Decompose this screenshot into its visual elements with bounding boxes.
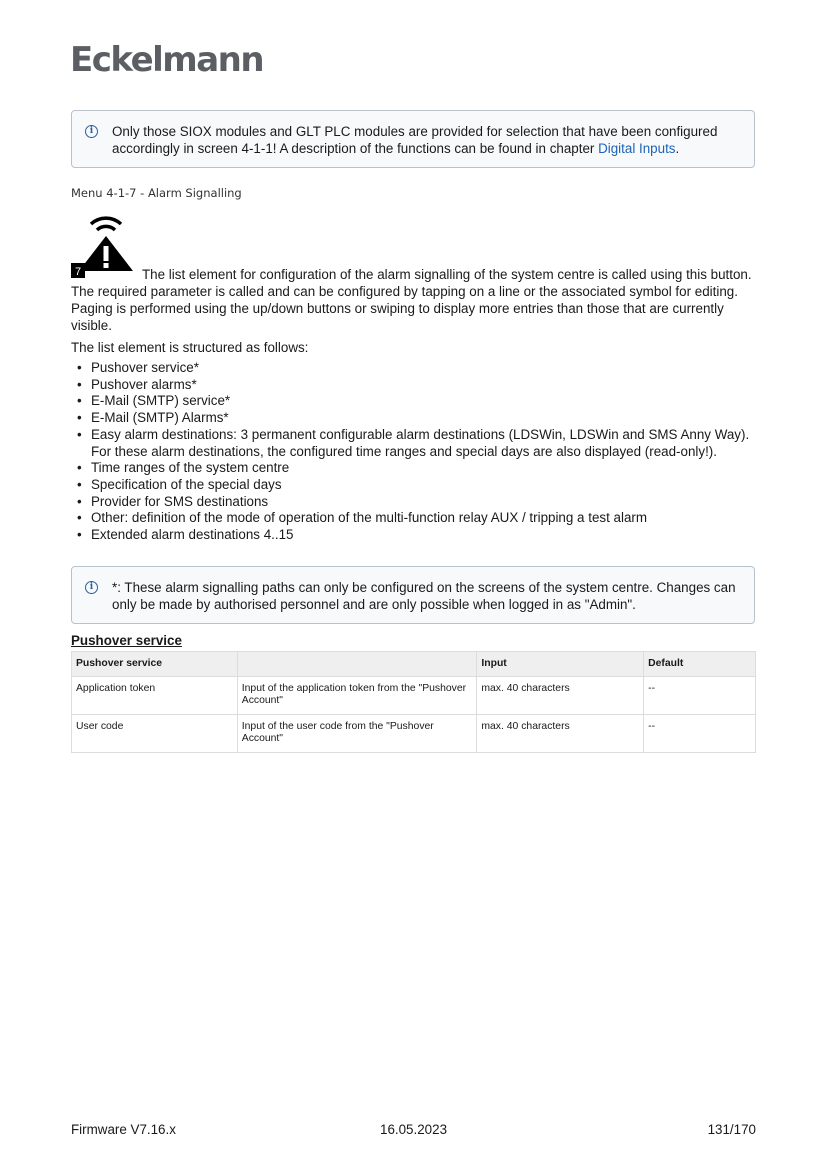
list-item: • Pushover service* <box>71 360 755 377</box>
table-header: Default <box>644 652 756 677</box>
table-cell: User code <box>72 715 238 753</box>
table-cell: -- <box>644 715 756 753</box>
table-header: Input <box>477 652 644 677</box>
digital-inputs-link[interactable]: Digital Inputs <box>598 141 676 156</box>
info-note-text: Only those SIOX modules and GLT PLC modules are provided for selection that have been configured accordingly in screen 4-1-1! A description of the functions can be found in chapter <box>112 124 718 156</box>
footer-date: 16.05.2023 <box>380 1122 448 1137</box>
pushover-table <box>71 651 756 753</box>
table-cell: Application token <box>72 677 238 715</box>
table-cell: max. 40 characters <box>477 677 644 715</box>
list-item: • Time ranges of the system centre <box>71 460 755 477</box>
list-item: • Pushover alarms* <box>71 377 755 394</box>
structure-intro: The list element is structured as follows: <box>71 340 309 355</box>
info-icon: i <box>85 581 98 594</box>
list-item: • E-Mail (SMTP) service* <box>71 393 755 410</box>
list-item: • Extended alarm destinations 4..15 <box>71 527 755 544</box>
info-icon: i <box>85 125 98 138</box>
table-header: Pushover service <box>72 652 238 677</box>
footer-firmware: Firmware V7.16.x <box>71 1122 176 1137</box>
table-cell: max. 40 characters <box>477 715 644 753</box>
table-header <box>237 652 477 677</box>
structure-list <box>71 360 755 544</box>
list-item: • Specification of the special days <box>71 477 755 494</box>
admin-note-text: *: These alarm signalling paths can only be configured on the screens of the system centre. Changes can only be made by authorised personnel and are only possible when logged in as "Admin". <box>112 580 736 612</box>
footer-page: 131/170 <box>707 1122 756 1137</box>
info-note-end: . <box>675 141 680 156</box>
section-title: Pushover service <box>71 633 182 648</box>
table-cell: -- <box>644 677 756 715</box>
figure-caption: Menu 4-1-7 - Alarm Signalling <box>71 186 242 200</box>
list-item: • Easy alarm destinations: 3 permanent configurable alarm destinations (LDSWin, LDSWin and SMS Anny Way). <box>71 427 755 444</box>
list-item: • Provider for SMS destinations <box>71 494 755 511</box>
table-row <box>72 677 756 715</box>
table-cell: Input of the user code from the "Pushover Account" <box>237 715 477 753</box>
list-item: • Other: definition of the mode of operation of the multi-function relay AUX / tripping a test alarm <box>71 510 755 527</box>
badge-number: 7 <box>74 266 82 278</box>
company-logo: Eckelmann <box>70 40 264 80</box>
list-item-continuation: For these alarm destinations, the configured time ranges and special days are also displayed (read-only!). <box>91 443 717 459</box>
info-note <box>71 110 755 168</box>
table-header-row <box>72 652 756 677</box>
list-item: • E-Mail (SMTP) Alarms* <box>71 410 755 427</box>
admin-note <box>71 566 755 624</box>
intro-paragraph: The list element for configuration of the alarm signalling of the system centre is called using this button. The required parameter is called and can be configured by tapping on a line or the associated symbol for editing. Paging is performed using the up/down buttons or swiping to display more entries than those that are currently visible. <box>71 267 752 333</box>
table-cell: Input of the application token from the "Pushover Account" <box>237 677 477 715</box>
table-row <box>72 715 756 753</box>
